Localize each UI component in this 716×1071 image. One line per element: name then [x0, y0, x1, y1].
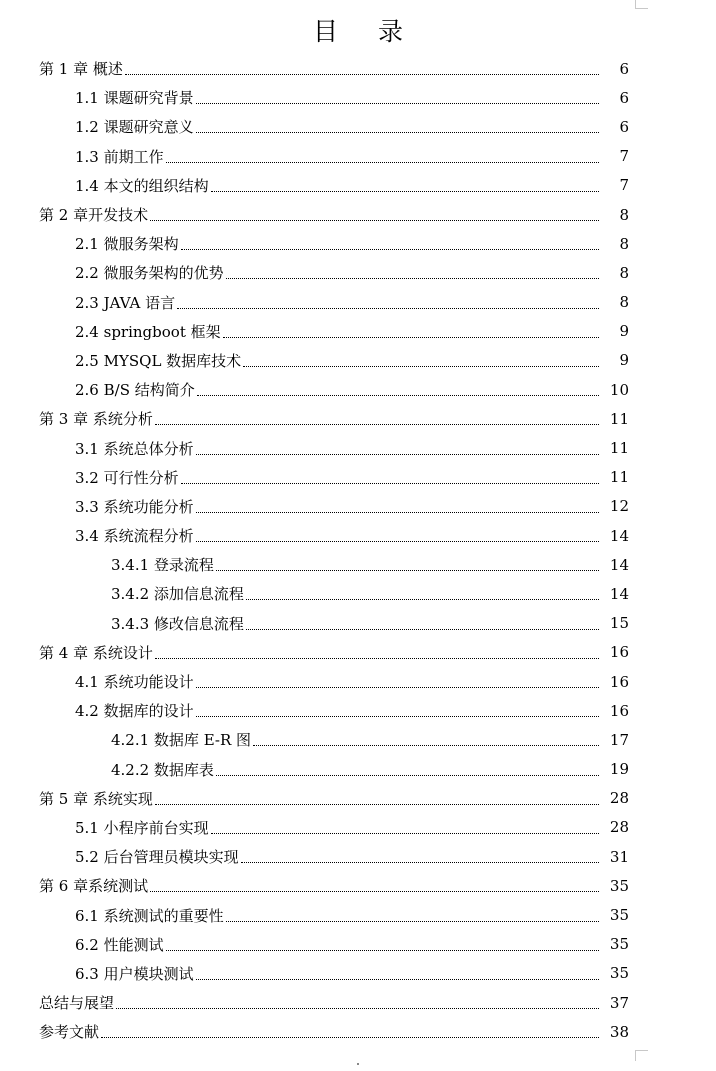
- toc-entry-title: 6.3 用户模块测试: [75, 964, 194, 983]
- toc-entry[interactable]: [0, 317, 716, 346]
- dot-leader: [101, 1037, 599, 1038]
- toc-entry-title: 第 2 章开发技术: [39, 206, 149, 225]
- toc-entry[interactable]: [0, 112, 716, 141]
- toc-entry-page-number: 6: [619, 117, 629, 136]
- toc-entry[interactable]: [0, 171, 716, 200]
- dot-leader: [243, 366, 599, 367]
- toc-entry[interactable]: [0, 346, 716, 375]
- dot-leader: [196, 687, 599, 688]
- toc-entry-page-number: 35: [609, 935, 629, 954]
- dot-leader: [196, 454, 599, 455]
- toc-entry[interactable]: [0, 959, 716, 988]
- toc-entry-title: 6.2 性能测试: [75, 935, 164, 954]
- dot-leader: [211, 833, 599, 834]
- toc-entry[interactable]: [0, 609, 716, 638]
- toc-entry-page-number: 35: [609, 876, 629, 895]
- toc-entry-title: 3.4.1 登录流程: [111, 556, 214, 575]
- toc-entry-title: 2.2 微服务架构的优势: [75, 264, 224, 283]
- toc-entry-page-number: 8: [619, 234, 629, 253]
- toc-entry-title: 2.5 MYSQL 数据库技术: [75, 351, 242, 370]
- toc-entry-title: 3.2 可行性分析: [75, 468, 179, 487]
- toc-entry[interactable]: [0, 550, 716, 579]
- toc-entry-page-number: 14: [609, 555, 629, 574]
- toc-entry-page-number: 19: [609, 760, 629, 779]
- toc-entry[interactable]: [0, 725, 716, 754]
- toc-entry-title: 总结与展望: [39, 994, 115, 1013]
- dot-leader: [196, 512, 599, 513]
- dot-leader: [211, 191, 599, 192]
- toc-entry-page-number: 31: [609, 847, 629, 866]
- toc-entry-page-number: 38: [609, 1022, 629, 1041]
- toc-entry[interactable]: [0, 900, 716, 929]
- toc-entry-title: 6.1 系统测试的重要性: [75, 906, 224, 925]
- toc-entry-title: 参考文献: [39, 1023, 100, 1042]
- dot-leader: [155, 424, 599, 425]
- toc-entry[interactable]: [0, 229, 716, 258]
- dot-leader: [196, 541, 599, 542]
- dot-leader: [241, 862, 599, 863]
- toc-entry-title: 3.1 系统总体分析: [75, 439, 194, 458]
- dot-leader: [155, 658, 599, 659]
- dot-leader: [196, 979, 599, 980]
- toc-entry[interactable]: [0, 492, 716, 521]
- dot-leader: [246, 629, 599, 630]
- dot-leader: [166, 162, 599, 163]
- toc-entry-page-number: 11: [609, 468, 629, 487]
- toc-entry-title: 1.3 前期工作: [75, 147, 164, 166]
- toc-entry-title: 2.6 B/S 结构简介: [75, 381, 195, 400]
- toc-entry-page-number: 7: [619, 176, 629, 195]
- toc-entry-page-number: 17: [609, 730, 629, 749]
- dot-leader: [196, 103, 599, 104]
- toc-entry[interactable]: [0, 755, 716, 784]
- dot-leader: [125, 74, 599, 75]
- toc-entry-page-number: 16: [609, 701, 629, 720]
- toc-entry-title: 1.2 课题研究意义: [75, 118, 194, 137]
- toc-entry[interactable]: [0, 258, 716, 287]
- toc-entry[interactable]: [0, 288, 716, 317]
- dot-leader: [155, 804, 599, 805]
- toc-entry[interactable]: [0, 142, 716, 171]
- page-corner-mark: [635, 0, 648, 9]
- toc-entry-title: 4.2.2 数据库表: [111, 760, 214, 779]
- toc-entry-page-number: 8: [619, 293, 629, 312]
- toc-entry-title: 5.2 后台管理员模块实现: [75, 848, 239, 867]
- toc-entry-title: 第 5 章 系统实现: [39, 789, 153, 808]
- toc-entry-title: 2.4 springboot 框架: [75, 322, 221, 341]
- toc-entry-page-number: 35: [609, 906, 629, 925]
- toc-entry-title: 4.2.1 数据库 E-R 图: [111, 731, 252, 750]
- toc-entry[interactable]: [0, 83, 716, 112]
- toc-entry-page-number: 10: [609, 380, 629, 399]
- toc-entry-page-number: 28: [609, 818, 629, 837]
- toc-entry-page-number: 11: [609, 439, 629, 458]
- toc-entry-page-number: 15: [609, 614, 629, 633]
- toc-entry-title: 2.3 JAVA 语言: [75, 293, 176, 312]
- toc-entry-page-number: 35: [609, 964, 629, 983]
- toc-entry-page-number: 7: [619, 147, 629, 166]
- toc-entry[interactable]: [0, 200, 716, 229]
- toc-entry-title: 5.1 小程序前台实现: [75, 818, 209, 837]
- toc-entry-title: 1.4 本文的组织结构: [75, 176, 209, 195]
- table-of-contents: [0, 54, 716, 1046]
- dot-leader: [197, 395, 599, 396]
- toc-entry-title: 3.4.3 修改信息流程: [111, 614, 244, 633]
- toc-entry-title: 第 1 章 概述: [39, 60, 123, 79]
- toc-entry[interactable]: [0, 930, 716, 959]
- toc-entry[interactable]: [0, 1017, 716, 1046]
- toc-entry-page-number: 14: [609, 526, 629, 545]
- toc-entry-title: 4.1 系统功能设计: [75, 673, 194, 692]
- toc-entry[interactable]: [0, 579, 716, 608]
- page-corner-mark: [635, 1050, 648, 1061]
- toc-entry-title: 3.4.2 添加信息流程: [111, 585, 244, 604]
- toc-entry[interactable]: [0, 638, 716, 667]
- dot-leader: [226, 921, 599, 922]
- dot-leader: [226, 278, 599, 279]
- toc-entry[interactable]: [0, 463, 716, 492]
- dot-leader: [150, 891, 599, 892]
- toc-entry-title: 第 4 章 系统设计: [39, 643, 153, 662]
- toc-entry-page-number: 9: [619, 322, 629, 341]
- toc-entry-page-number: 6: [619, 88, 629, 107]
- footer-mark: [357, 1063, 359, 1065]
- toc-entry-page-number: 11: [609, 409, 629, 428]
- dot-leader: [246, 599, 599, 600]
- toc-entry[interactable]: [0, 813, 716, 842]
- dot-leader: [166, 950, 599, 951]
- toc-entry[interactable]: [0, 667, 716, 696]
- dot-leader: [216, 570, 599, 571]
- toc-entry-page-number: 37: [609, 993, 629, 1012]
- dot-leader: [196, 132, 599, 133]
- toc-entry[interactable]: [0, 404, 716, 433]
- dot-leader: [216, 775, 599, 776]
- dot-leader: [253, 745, 599, 746]
- toc-entry-page-number: 16: [609, 672, 629, 691]
- toc-entry-title: 3.3 系统功能分析: [75, 497, 194, 516]
- toc-entry-title: 1.1 课题研究背景: [75, 89, 194, 108]
- toc-entry-page-number: 14: [609, 584, 629, 603]
- toc-entry-page-number: 12: [609, 497, 629, 516]
- dot-leader: [223, 337, 599, 338]
- toc-entry[interactable]: [0, 784, 716, 813]
- toc-entry-page-number: 8: [619, 263, 629, 282]
- toc-entry[interactable]: [0, 54, 716, 83]
- toc-entry-page-number: 16: [609, 643, 629, 662]
- dot-leader: [181, 249, 599, 250]
- toc-entry-title: 4.2 数据库的设计: [75, 702, 194, 721]
- toc-entry-page-number: 28: [609, 789, 629, 808]
- toc-entry[interactable]: [0, 842, 716, 871]
- toc-entry-title: 第 6 章系统测试: [39, 877, 149, 896]
- toc-entry[interactable]: [0, 375, 716, 404]
- toc-title: 目 录: [313, 17, 419, 46]
- dot-leader: [177, 308, 599, 309]
- toc-entry-title: 3.4 系统流程分析: [75, 527, 194, 546]
- dot-leader: [116, 1008, 599, 1009]
- toc-entry[interactable]: [0, 696, 716, 725]
- toc-entry-page-number: 9: [619, 351, 629, 370]
- toc-entry-page-number: 6: [619, 59, 629, 78]
- toc-entry-title: 第 3 章 系统分析: [39, 410, 153, 429]
- toc-entry[interactable]: [0, 521, 716, 550]
- dot-leader: [150, 220, 599, 221]
- toc-entry[interactable]: [0, 988, 716, 1017]
- dot-leader: [196, 716, 599, 717]
- dot-leader: [181, 483, 599, 484]
- toc-entry[interactable]: [0, 871, 716, 900]
- toc-entry[interactable]: [0, 433, 716, 462]
- toc-entry-title: 2.1 微服务架构: [75, 235, 179, 254]
- toc-entry-page-number: 8: [619, 205, 629, 224]
